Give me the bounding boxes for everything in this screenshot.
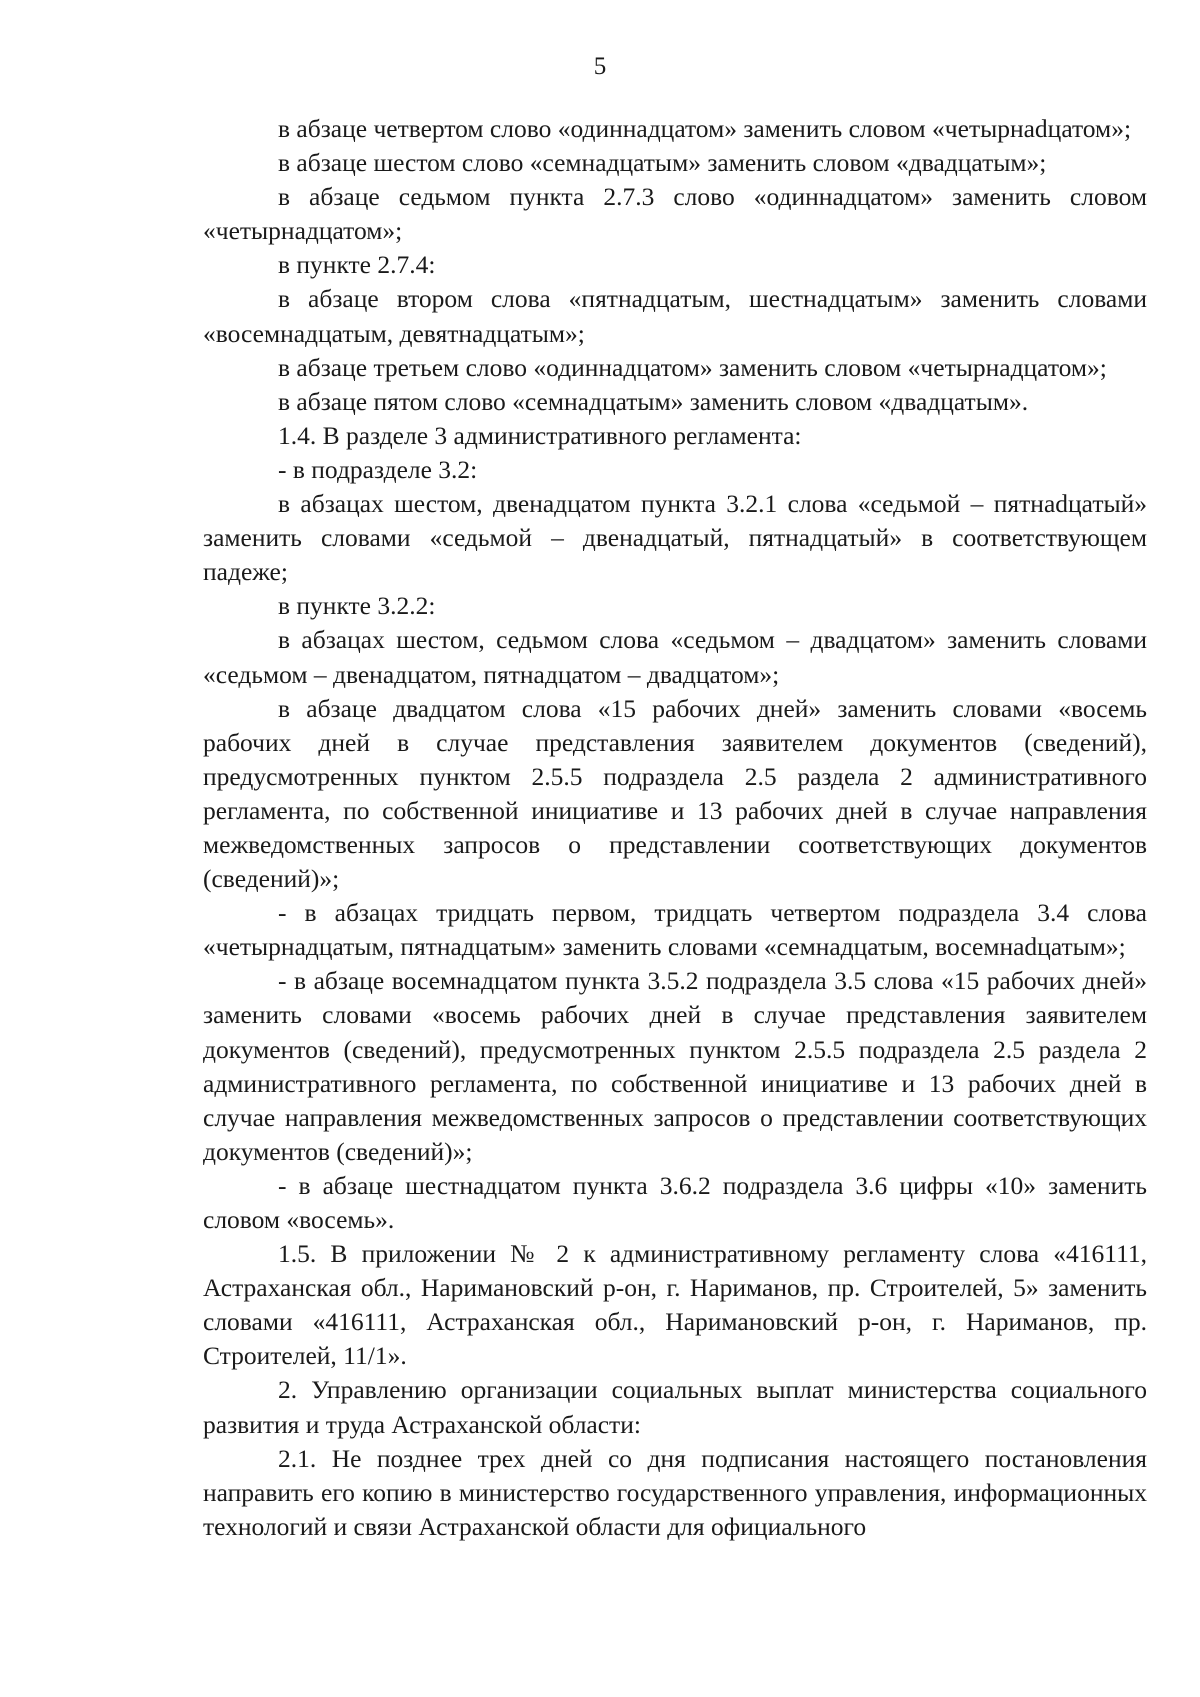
paragraph: в абзаце шестом слово «семнадцатым» заменить словом «двадцатым»; xyxy=(278,148,1047,178)
paragraph: 2.1. Не позднее трех дней со дня подписания настоящего постановления направить его копию в министерство государственного управления, информационных технологий и связи Астраханской области для официального xyxy=(203,1443,1147,1541)
paragraph: в абзаце втором слова «пятнадцатым, шестнадцатым» заменить словами «восемнадцатым, девятнадцатым»; xyxy=(203,284,1147,348)
paragraph: в пункте 3.2.2: xyxy=(278,591,436,621)
paragraph: в абзаце пятом слово «семнадцатым» заменить словом «двадцатым». xyxy=(278,386,1029,416)
document-body xyxy=(203,112,1147,1544)
paragraph: в абзацах шестом, двенадцатом пункта 3.2.1 слова «седьмой – пятнаdцатый» заменить словами «седьмой – двенадцатый, пятнадцатый» в соответствующем падеже; xyxy=(203,489,1147,587)
page-number: 5 xyxy=(593,53,607,80)
paragraph: в абзаце третьем слово «одиннадцатом» заменить словом «четырнадцатом»; xyxy=(278,352,1107,382)
paragraph: - в абзаце шестнадцатом пункта 3.6.2 подраздела 3.6 цифры «10» заменить словом «восемь». xyxy=(203,1170,1147,1234)
paragraph: - в абзаце восемнадцатом пункта 3.5.2 подраздела 3.5 слова «15 рабочих дней» заменить словами «восемь рабочих дней в случае представления заявителем документов (сведений), предусмотренных пунктом 2.5.5 подраздела 2.5 раздела 2 административного регламента, по собственной инициативе и 13 рабочих дней в случае направления межведомственных запросов о представлении соответствующих документов (сведений)»; xyxy=(203,966,1147,1166)
paragraph: в абзаце четвертом слово «одиннадцатом» заменить словом «четырнаdцатом»; xyxy=(278,114,1132,143)
paragraph: в абзаце двадцатом слова «15 рабочих дней» заменить словами «восемь рабочих дней в случае представления заявителем документов (сведений), предусмотренных пунктом 2.5.5 подраздела 2.5 раздела 2 административного регламента, по собственной инициативе и 13 рабочих дней в случае направления межведомственных запросов о представлении соответствующих документов (сведений)»; xyxy=(203,693,1147,894)
paragraph: 1.5. В приложении № 2 к административному регламенту слова «416111, Астраханская обл., Наримановский р-он, г. Нариманов, пр. Строителей, 5» заменить словами «416111, Астраханская обл., Наримановский р-он, г. Нариманов, пр. Строителей, 11/1». xyxy=(203,1239,1147,1371)
paragraph: в пункте 2.7.4: xyxy=(278,250,436,280)
paragraph: 2. Управлению организации социальных выплат министерства социального развития и труда Астраханской области: xyxy=(203,1375,1147,1439)
paragraph: 1.4. В разделе 3 административного регламента: xyxy=(278,420,802,450)
paragraph: в абзацах шестом, седьмом слова «седьмом – двадцатом» заменить словами «седьмом – двенадцатом, пятнадцатом – двадцатом»; xyxy=(203,625,1147,689)
paragraph: - в абзацах тридцать первом, тридцать четвертом подраздела 3.4 слова «четырнадцатым, пятнадцатым» заменить словами «семнадцатым, восемнаdцатым»; xyxy=(203,898,1147,962)
paragraph: в абзаце седьмом пункта 2.7.3 слово «одиннадцатом» заменить словом «четырнадцатом»; xyxy=(203,182,1147,246)
paragraph: - в подразделе 3.2: xyxy=(278,454,478,484)
